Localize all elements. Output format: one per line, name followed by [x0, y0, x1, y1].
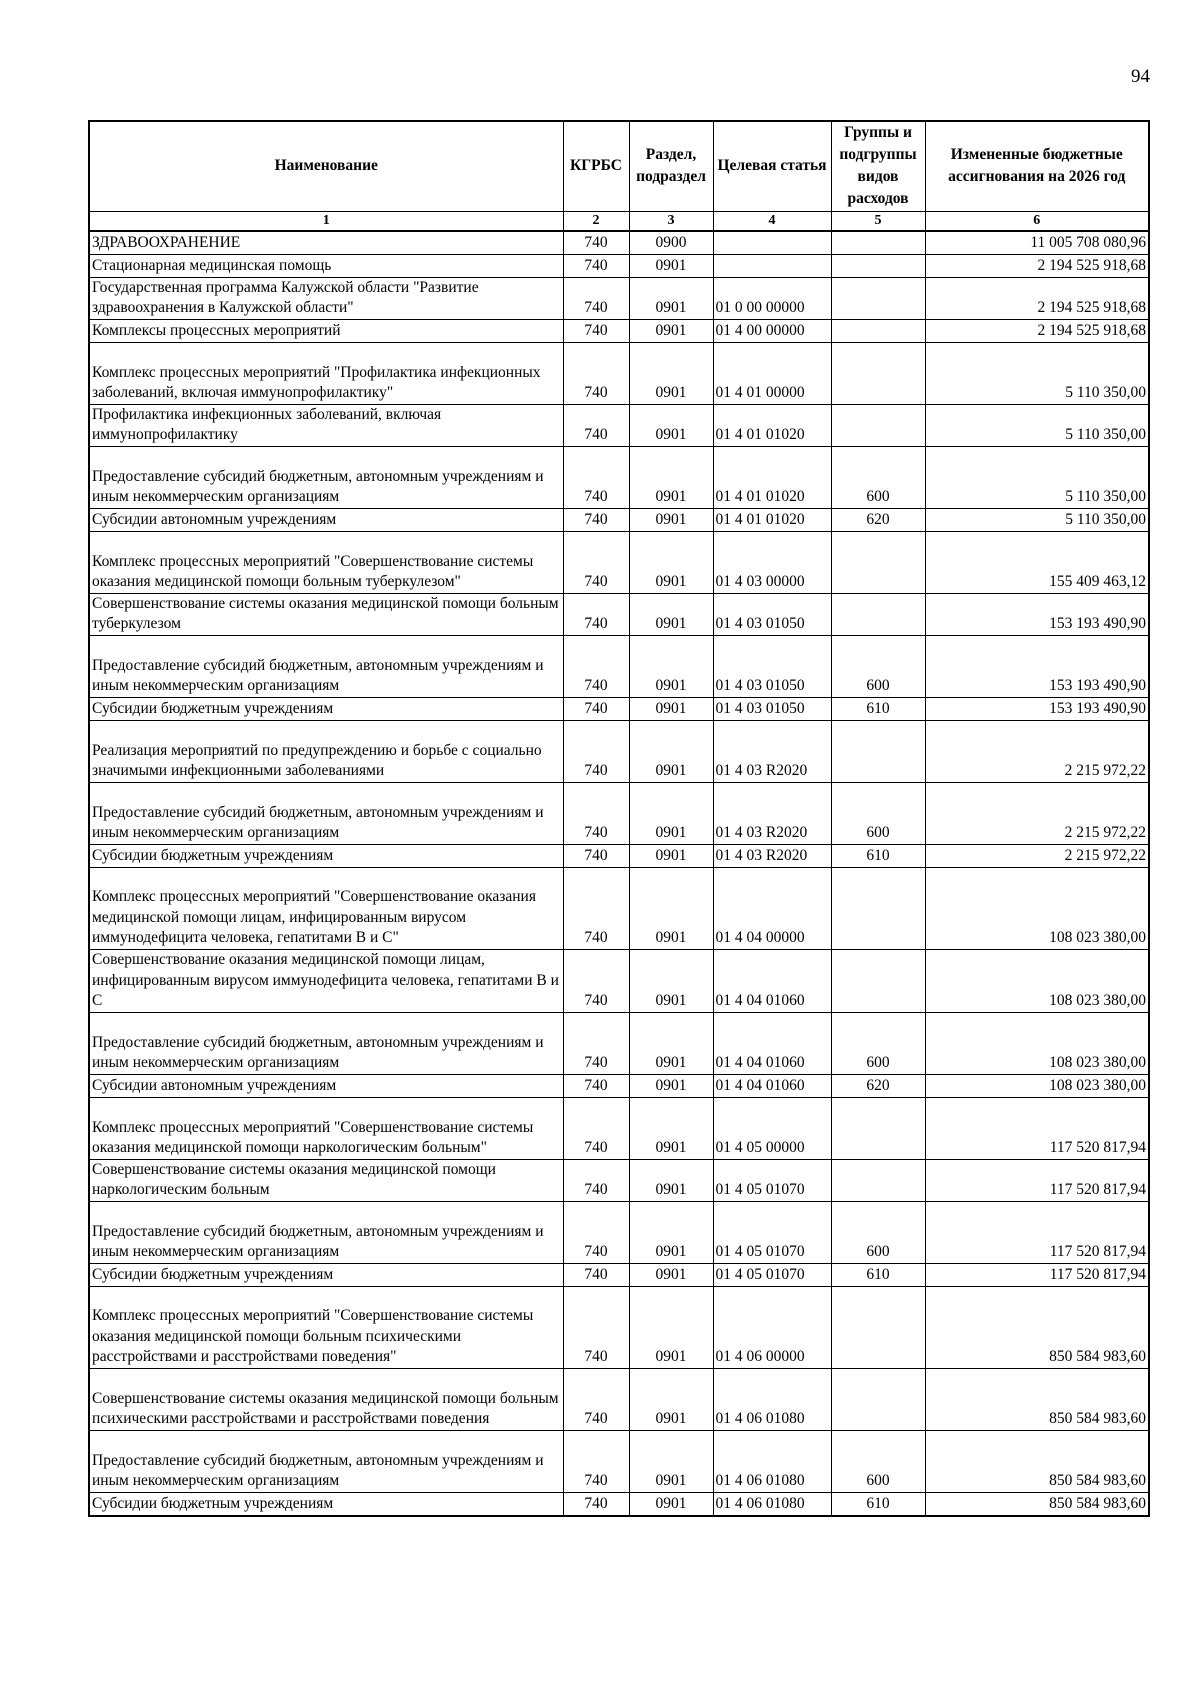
row-amount: 117 520 817,94: [925, 1097, 1149, 1159]
row-celevaya: 01 4 04 00000: [713, 868, 831, 950]
row-group: 600: [831, 1012, 925, 1074]
row-group: [831, 231, 925, 255]
row-name: Предоставление субсидий бюджетным, автономным учреждениям и иным некоммерческим организациям: [89, 636, 563, 698]
header-razdel: Раздел, подраздел: [629, 121, 713, 211]
header-name: Наименование: [89, 121, 563, 211]
row-amount: 117 520 817,94: [925, 1264, 1149, 1287]
row-name: Профилактика инфекционных заболеваний, включая иммунопрофилактику: [89, 404, 563, 446]
row-razdel: 0901: [629, 783, 713, 845]
row-amount: 108 023 380,00: [925, 1012, 1149, 1074]
row-razdel: 0901: [629, 319, 713, 342]
row-celevaya: 01 4 01 01020: [713, 404, 831, 446]
table-row: [89, 531, 1149, 593]
row-amount: 2 194 525 918,68: [925, 319, 1149, 342]
row-group: 600: [831, 636, 925, 698]
row-celevaya: 01 4 03 R2020: [713, 721, 831, 783]
table-row: [89, 404, 1149, 446]
row-name: Субсидии бюджетным учреждениям: [89, 698, 563, 721]
row-kgrbs: 740: [563, 1012, 629, 1074]
row-group: [831, 1097, 925, 1159]
row-group: 600: [831, 1431, 925, 1493]
row-celevaya: [713, 254, 831, 277]
column-number: 1: [89, 211, 563, 231]
row-name: Совершенствование оказания медицинской помощи лицам, инфицированным вирусом иммунодефицита человека, гепатитами В и С: [89, 950, 563, 1013]
table-body: [89, 231, 1149, 1517]
table-row: [89, 1369, 1149, 1431]
row-kgrbs: 740: [563, 1287, 629, 1369]
row-name: Государственная программа Калужской области "Развитие здравоохранения в Калужской области": [89, 277, 563, 319]
row-kgrbs: 740: [563, 531, 629, 593]
column-number: 3: [629, 211, 713, 231]
row-celevaya: 01 4 03 01050: [713, 636, 831, 698]
row-razdel: 0901: [629, 593, 713, 635]
row-kgrbs: 740: [563, 508, 629, 531]
row-kgrbs: 740: [563, 1264, 629, 1287]
row-group: [831, 254, 925, 277]
row-amount: 2 215 972,22: [925, 721, 1149, 783]
row-group: [831, 868, 925, 950]
row-celevaya: 01 4 01 01020: [713, 446, 831, 508]
row-celevaya: 01 4 06 01080: [713, 1431, 831, 1493]
table-row: [89, 868, 1149, 950]
row-kgrbs: 740: [563, 783, 629, 845]
row-celevaya: 01 4 06 01080: [713, 1493, 831, 1517]
row-amount: 5 110 350,00: [925, 342, 1149, 404]
row-group: [831, 1287, 925, 1369]
row-kgrbs: 740: [563, 1097, 629, 1159]
row-name: ЗДРАВООХРАНЕНИЕ: [89, 231, 563, 255]
row-celevaya: 01 4 05 01070: [713, 1159, 831, 1201]
row-name: Субсидии автономным учреждениям: [89, 1074, 563, 1097]
row-celevaya: 01 4 05 00000: [713, 1097, 831, 1159]
row-amount: 5 110 350,00: [925, 446, 1149, 508]
row-kgrbs: 740: [563, 950, 629, 1013]
row-razdel: 0901: [629, 721, 713, 783]
row-amount: 850 584 983,60: [925, 1431, 1149, 1493]
row-razdel: 0901: [629, 1074, 713, 1097]
table-row: [89, 698, 1149, 721]
table-row: [89, 1264, 1149, 1287]
row-amount: 2 194 525 918,68: [925, 254, 1149, 277]
table-row: [89, 319, 1149, 342]
row-group: [831, 319, 925, 342]
table-row: [89, 636, 1149, 698]
row-group: 610: [831, 698, 925, 721]
row-name: Субсидии бюджетным учреждениям: [89, 1493, 563, 1517]
row-kgrbs: 740: [563, 1431, 629, 1493]
row-kgrbs: 740: [563, 593, 629, 635]
row-kgrbs: 740: [563, 446, 629, 508]
row-kgrbs: 740: [563, 277, 629, 319]
column-number: 2: [563, 211, 629, 231]
row-razdel: 0901: [629, 1264, 713, 1287]
row-celevaya: 01 4 03 00000: [713, 531, 831, 593]
row-razdel: 0900: [629, 231, 713, 255]
row-razdel: 0901: [629, 1493, 713, 1517]
column-number: 5: [831, 211, 925, 231]
row-amount: 108 023 380,00: [925, 1074, 1149, 1097]
column-number: 4: [713, 211, 831, 231]
row-kgrbs: 740: [563, 1202, 629, 1264]
row-razdel: 0901: [629, 845, 713, 868]
table-row: [89, 1287, 1149, 1369]
row-razdel: 0901: [629, 531, 713, 593]
row-celevaya: 01 4 05 01070: [713, 1202, 831, 1264]
row-celevaya: 01 4 03 R2020: [713, 783, 831, 845]
row-amount: 153 193 490,90: [925, 698, 1149, 721]
row-group: [831, 342, 925, 404]
header-kgrbs: КГРБС: [563, 121, 629, 211]
column-number: 6: [925, 211, 1149, 231]
row-celevaya: [713, 231, 831, 255]
row-celevaya: 01 4 04 01060: [713, 950, 831, 1013]
row-razdel: 0901: [629, 1012, 713, 1074]
row-amount: 2 194 525 918,68: [925, 277, 1149, 319]
row-amount: 2 215 972,22: [925, 845, 1149, 868]
row-group: [831, 277, 925, 319]
row-name: Субсидии автономным учреждениям: [89, 508, 563, 531]
row-razdel: 0901: [629, 868, 713, 950]
row-group: 610: [831, 1264, 925, 1287]
row-amount: 850 584 983,60: [925, 1493, 1149, 1517]
row-kgrbs: 740: [563, 1493, 629, 1517]
row-amount: 155 409 463,12: [925, 531, 1149, 593]
table-row: [89, 1493, 1149, 1517]
row-group: 600: [831, 446, 925, 508]
row-group: 620: [831, 508, 925, 531]
row-name: Предоставление субсидий бюджетным, автономным учреждениям и иным некоммерческим организациям: [89, 783, 563, 845]
budget-table: [88, 120, 1150, 1517]
row-name: Предоставление субсидий бюджетным, автономным учреждениям и иным некоммерческим организациям: [89, 1431, 563, 1493]
table-row: [89, 845, 1149, 868]
row-name: Субсидии бюджетным учреждениям: [89, 1264, 563, 1287]
row-razdel: 0901: [629, 404, 713, 446]
row-kgrbs: 740: [563, 404, 629, 446]
row-group: 610: [831, 845, 925, 868]
row-kgrbs: 740: [563, 721, 629, 783]
row-group: [831, 1159, 925, 1201]
row-name: Комплексы процессных мероприятий: [89, 319, 563, 342]
row-amount: 5 110 350,00: [925, 508, 1149, 531]
row-group: 610: [831, 1493, 925, 1517]
row-celevaya: 01 4 01 01020: [713, 508, 831, 531]
table-row: [89, 446, 1149, 508]
row-amount: 108 023 380,00: [925, 950, 1149, 1013]
row-group: [831, 531, 925, 593]
table-row: [89, 1159, 1149, 1201]
row-razdel: 0901: [629, 1431, 713, 1493]
row-kgrbs: 740: [563, 845, 629, 868]
table-row: [89, 721, 1149, 783]
row-celevaya: 01 4 03 R2020: [713, 845, 831, 868]
table-row: [89, 1074, 1149, 1097]
header-amount: Измененные бюджетные ассигнования на 2026 год: [925, 121, 1149, 211]
row-celevaya: 01 4 04 01060: [713, 1012, 831, 1074]
row-name: Комплекс процессных мероприятий "Совершенствование системы оказания медицинской помощи больным психическими расстройствами и расстройствами поведения": [89, 1287, 563, 1369]
row-name: Комплекс процессных мероприятий "Совершенствование системы оказания медицинской помощи больным туберкулезом": [89, 531, 563, 593]
row-kgrbs: 740: [563, 868, 629, 950]
table-row: [89, 231, 1149, 255]
row-name: Предоставление субсидий бюджетным, автономным учреждениям и иным некоммерческим организациям: [89, 1012, 563, 1074]
row-razdel: 0901: [629, 277, 713, 319]
row-celevaya: 01 4 06 00000: [713, 1287, 831, 1369]
row-amount: 108 023 380,00: [925, 868, 1149, 950]
row-celevaya: 01 4 03 01050: [713, 698, 831, 721]
table-row: [89, 950, 1149, 1013]
row-group: 600: [831, 1202, 925, 1264]
table-row: [89, 1012, 1149, 1074]
row-celevaya: 01 4 03 01050: [713, 593, 831, 635]
row-name: Совершенствование системы оказания медицинской помощи больным психическими расстройствами и расстройствами поведения: [89, 1369, 563, 1431]
row-kgrbs: 740: [563, 231, 629, 255]
row-kgrbs: 740: [563, 1159, 629, 1201]
row-name: Реализация мероприятий по предупреждению и борьбе с социально значимыми инфекционными заболеваниями: [89, 721, 563, 783]
table-row: [89, 342, 1149, 404]
row-name: Стационарная медицинская помощь: [89, 254, 563, 277]
table-row: [89, 254, 1149, 277]
row-amount: 117 520 817,94: [925, 1202, 1149, 1264]
row-celevaya: 01 0 00 00000: [713, 277, 831, 319]
row-celevaya: 01 4 01 00000: [713, 342, 831, 404]
row-group: [831, 404, 925, 446]
row-name: Комплекс процессных мероприятий "Совершенствование оказания медицинской помощи лицам, инфицированным вирусом иммунодефицита человека, гепатитами В и С": [89, 868, 563, 950]
row-name: Субсидии бюджетным учреждениям: [89, 845, 563, 868]
row-razdel: 0901: [629, 1287, 713, 1369]
row-name: Комплекс процессных мероприятий "Профилактика инфекционных заболеваний, включая иммунопрофилактику": [89, 342, 563, 404]
table-row: [89, 1097, 1149, 1159]
row-razdel: 0901: [629, 698, 713, 721]
table-row: [89, 783, 1149, 845]
row-razdel: 0901: [629, 950, 713, 1013]
row-group: [831, 1369, 925, 1431]
row-razdel: 0901: [629, 254, 713, 277]
row-name: Предоставление субсидий бюджетным, автономным учреждениям и иным некоммерческим организациям: [89, 446, 563, 508]
page-number: 94: [1131, 66, 1150, 87]
row-amount: 5 110 350,00: [925, 404, 1149, 446]
row-name: Совершенствование системы оказания медицинской помощи больным туберкулезом: [89, 593, 563, 635]
row-razdel: 0901: [629, 508, 713, 531]
row-group: [831, 950, 925, 1013]
row-kgrbs: 740: [563, 1074, 629, 1097]
row-celevaya: 01 4 04 01060: [713, 1074, 831, 1097]
row-celevaya: 01 4 00 00000: [713, 319, 831, 342]
row-celevaya: 01 4 06 01080: [713, 1369, 831, 1431]
row-amount: 117 520 817,94: [925, 1159, 1149, 1201]
table-row: [89, 1431, 1149, 1493]
row-group: [831, 593, 925, 635]
row-kgrbs: 740: [563, 254, 629, 277]
row-name: Совершенствование системы оказания медицинской помощи наркологическим больным: [89, 1159, 563, 1201]
row-razdel: 0901: [629, 446, 713, 508]
row-amount: 850 584 983,60: [925, 1369, 1149, 1431]
row-amount: 153 193 490,90: [925, 593, 1149, 635]
header-celevaya: Целевая статья: [713, 121, 831, 211]
table-row: [89, 593, 1149, 635]
row-name: Комплекс процессных мероприятий "Совершенствование системы оказания медицинской помощи наркологическим больным": [89, 1097, 563, 1159]
row-razdel: 0901: [629, 636, 713, 698]
row-kgrbs: 740: [563, 319, 629, 342]
row-razdel: 0901: [629, 1202, 713, 1264]
table-row: [89, 1202, 1149, 1264]
row-amount: 11 005 708 080,96: [925, 231, 1149, 255]
row-group: 600: [831, 783, 925, 845]
header-groups: Группы и подгруппы видов расходов: [831, 121, 925, 211]
row-group: 620: [831, 1074, 925, 1097]
row-kgrbs: 740: [563, 1369, 629, 1431]
row-razdel: 0901: [629, 1097, 713, 1159]
row-kgrbs: 740: [563, 636, 629, 698]
row-amount: 850 584 983,60: [925, 1287, 1149, 1369]
row-name: Предоставление субсидий бюджетным, автономным учреждениям и иным некоммерческим организациям: [89, 1202, 563, 1264]
row-razdel: 0901: [629, 1369, 713, 1431]
table-row: [89, 277, 1149, 319]
row-amount: 153 193 490,90: [925, 636, 1149, 698]
row-group: [831, 721, 925, 783]
row-kgrbs: 740: [563, 698, 629, 721]
row-razdel: 0901: [629, 1159, 713, 1201]
table-row: [89, 508, 1149, 531]
row-kgrbs: 740: [563, 342, 629, 404]
row-amount: 2 215 972,22: [925, 783, 1149, 845]
row-celevaya: 01 4 05 01070: [713, 1264, 831, 1287]
row-razdel: 0901: [629, 342, 713, 404]
